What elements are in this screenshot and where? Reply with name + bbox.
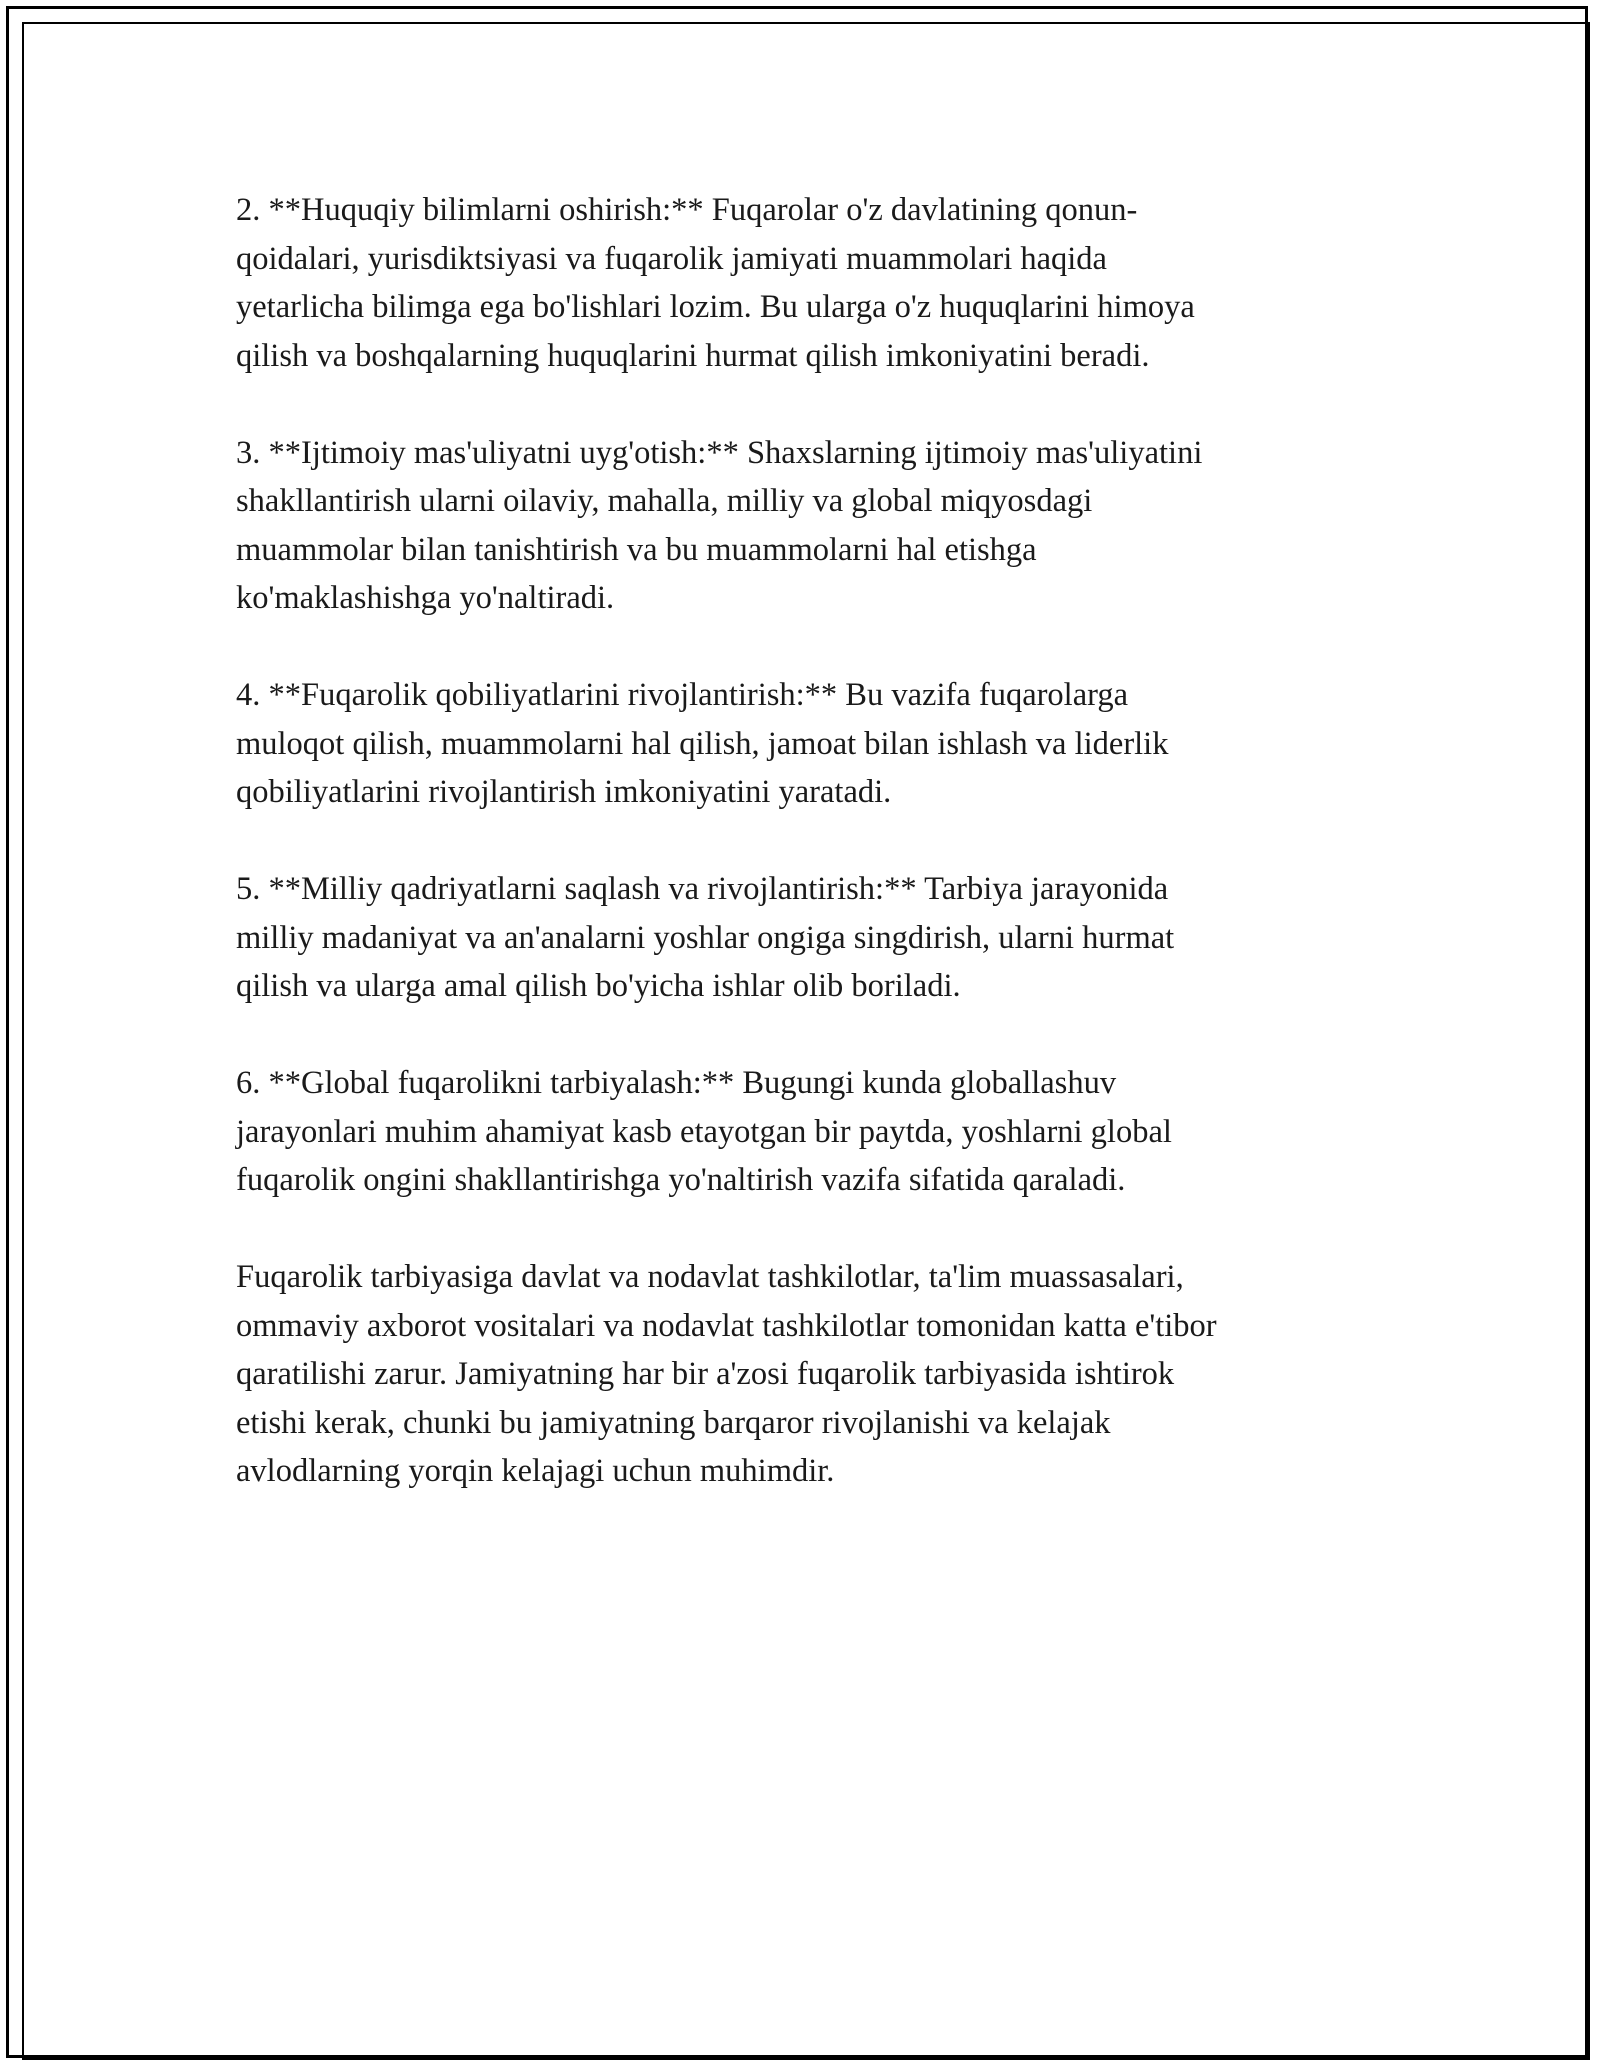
paragraph-huquqiy-bilimlar: 2. **Huquqiy bilimlarni oshirish:** Fuqarolar o'z davlatining qonun- qoidalari, yurisdiktsiyasi va fuqarolik jamiyati muammolari haqida yetarlicha bilimga ega bo'lishlari lozim. Bu ularga o'z huquqlarini himoya qilish va boshqalarning huquqlarini hurmat qilish imkoniyatini beradi. [236,192,1195,374]
paragraph-global-fuqarolik: 6. **Global fuqarolikni tarbiyalash:** Bugungi kunda globallashuv jarayonlari muhim ahamiyat kasb etayotgan bir paytda, yoshlarni global fuqarolik ongini shakllantirishga yo'naltirish vazifa sifatida qaraladi. [236,1065,1172,1198]
paragraph-milliy-qadriyatlar: 5. **Milliy qadriyatlarni saqlash va rivojlantirish:** Tarbiya jarayonida milliy madaniyat va an'analarni yoshlar ongiga singdirish, ularni hurmat qilish va ularga amal qilish bo'yicha ishlar olib boriladi. [236,871,1175,1004]
document-body [236,186,1356,1544]
paragraph-conclusion: Fuqarolik tarbiyasiga davlat va nodavlat tashkilotlar, ta'lim muassasalari, ommaviy axborot vositalari va nodavlat tashkilotlar tomonidan katta e'tibor qaratilishi zarur. Jamiyatning har bir a'zosi fuqarolik tarbiyasida ishtirok etishi kerak, chunki bu jamiyatning barqaror rivojlanishi va kelajak avlodlarning yorqin kelajagi uchun muhimdir. [236,1259,1217,1489]
paragraph-ijtimoiy-masuliyat: 3. **Ijtimoiy mas'uliyatni uyg'otish:** Shaxslarning ijtimoiy mas'uliyatini shakllantirish ularni oilaviy, mahalla, milliy va global miqyosdagi muammolar bilan tanishtirish va bu muammolarni hal etishga ko'maklashishga yo'naltiradi. [236,434,1203,616]
paragraph-fuqarolik-qobiliyatlar: 4. **Fuqarolik qobiliyatlarini rivojlantirish:** Bu vazifa fuqarolarga muloqot qilish, muammolarni hal qilish, jamoat bilan ishlash va liderlik qobiliyatlarini rivojlantirish imkoniyatini yaratadi. [236,677,1169,810]
